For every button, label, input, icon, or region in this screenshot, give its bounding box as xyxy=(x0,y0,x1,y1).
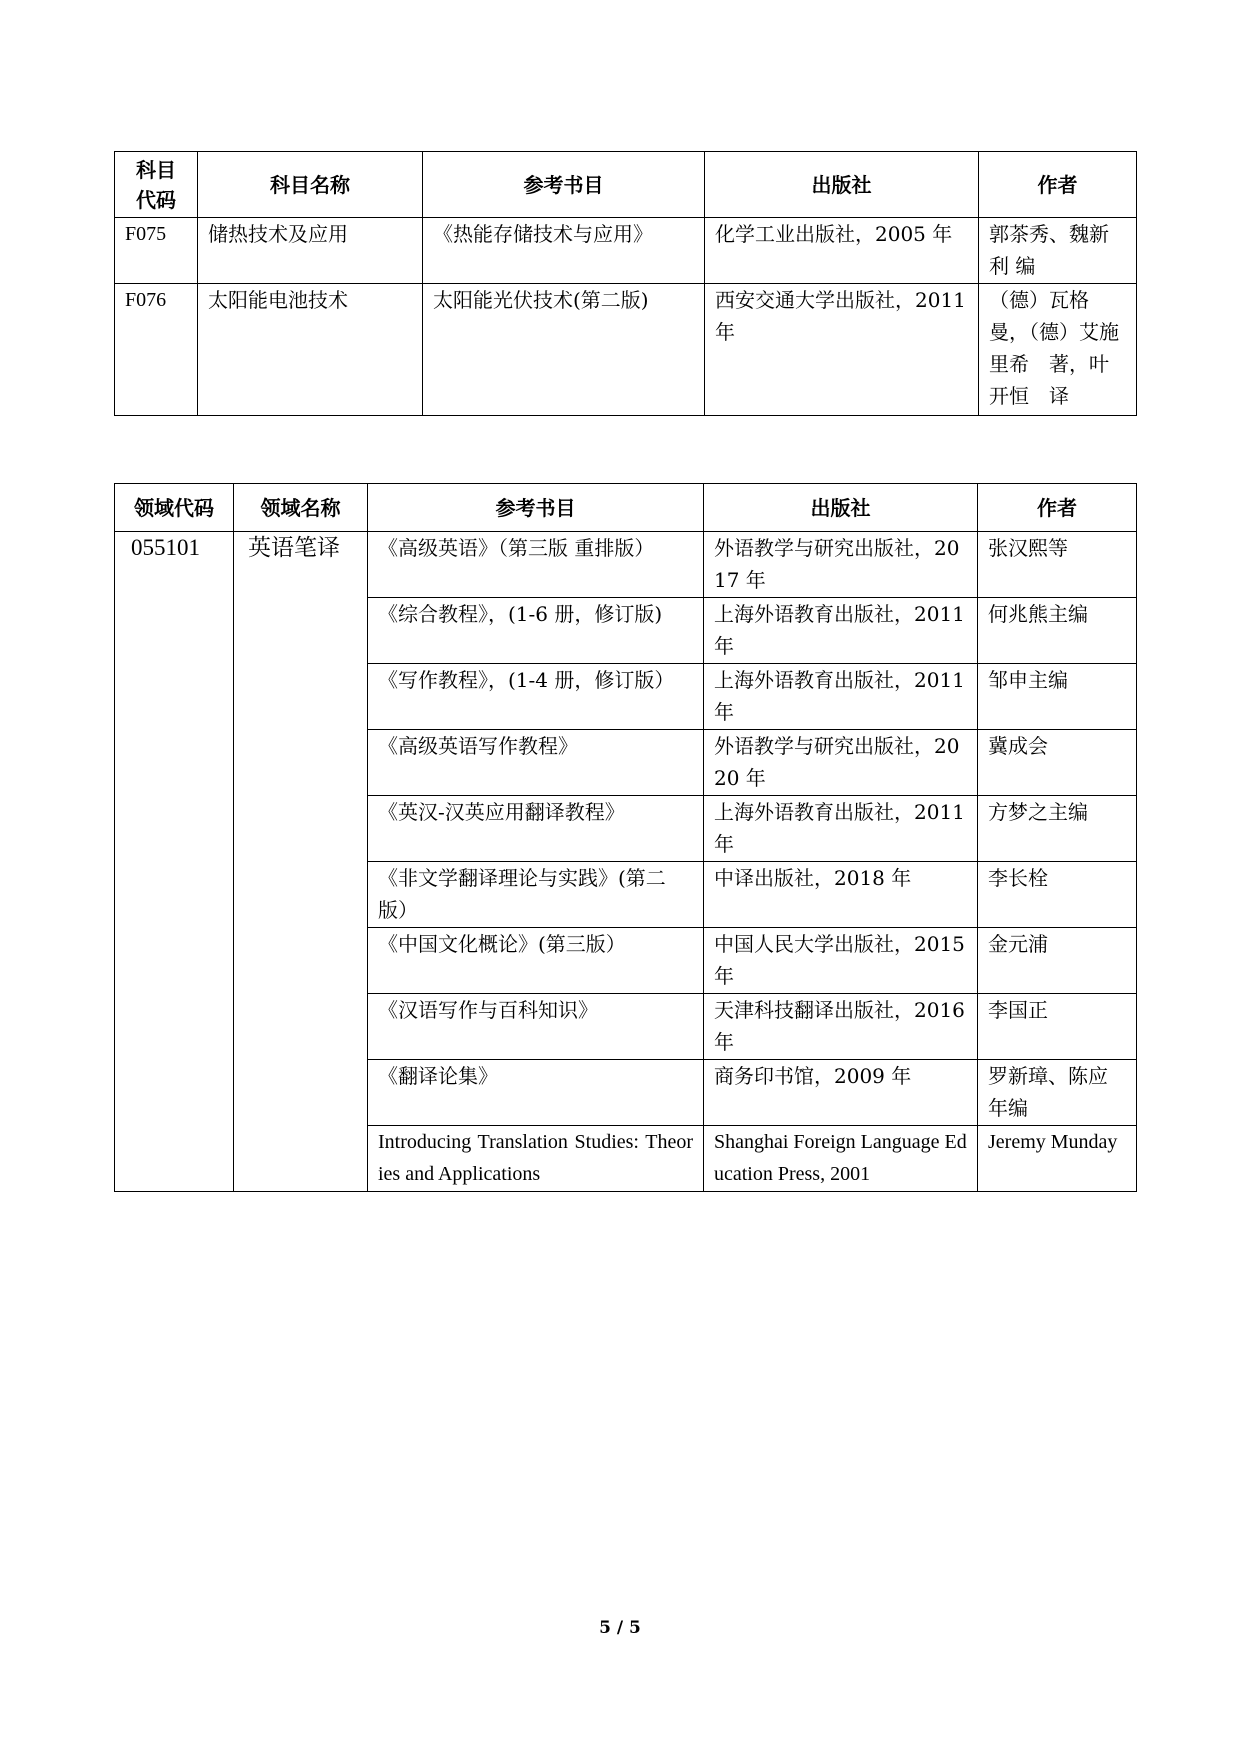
cell-book: 《汉语写作与百科知识》 xyxy=(368,994,704,1060)
cell-author: 罗新璋、陈应年编 xyxy=(978,1060,1137,1126)
header-field-name: 领域名称 xyxy=(234,484,368,532)
header-publisher: 出版社 xyxy=(705,152,979,218)
table-row xyxy=(115,532,1137,598)
header-subject-code: 科目代码 xyxy=(115,152,198,218)
header-field-code: 领域代码 xyxy=(115,484,234,532)
cell-book: 《非文学翻译理论与实践》(第二版） xyxy=(368,862,704,928)
cell-author: 方梦之主编 xyxy=(978,796,1137,862)
cell-publisher: 上海外语教育出版社，2011 年 xyxy=(704,598,978,664)
cell-publisher: 中译出版社，2018 年 xyxy=(704,862,978,928)
table-header-row xyxy=(115,484,1137,532)
subject-reference-table xyxy=(114,151,1137,416)
cell-publisher: 外语教学与研究出版社，2017 年 xyxy=(704,532,978,598)
cell-book: 《写作教程》，(1-4 册，修订版） xyxy=(368,664,704,730)
page-number: 5 / 5 xyxy=(599,1618,641,1638)
cell-publisher: 中国人民大学出版社，2015 年 xyxy=(704,928,978,994)
header-subject-name: 科目名称 xyxy=(198,152,423,218)
cell-publisher: 上海外语教育出版社，2011 年 xyxy=(704,796,978,862)
cell-field-name: 英语笔译 xyxy=(234,532,368,1192)
cell-author: （德）瓦格曼，（德）艾施里希 著，叶开恒 译 xyxy=(979,284,1137,416)
cell-name: 太阳能电池技术 xyxy=(198,284,423,416)
header-reference-book: 参考书目 xyxy=(423,152,705,218)
cell-author: 金元浦 xyxy=(978,928,1137,994)
header-author: 作者 xyxy=(979,152,1137,218)
cell-code: F075 xyxy=(115,218,198,284)
table-row xyxy=(115,218,1137,284)
cell-book: Introducing Translation Studies: Theories and Applications xyxy=(368,1126,704,1192)
cell-field-code: 055101 xyxy=(115,532,234,1192)
cell-author: 郭茶秀、魏新利 编 xyxy=(979,218,1137,284)
cell-author: 李国正 xyxy=(978,994,1137,1060)
cell-book: 太阳能光伏技术(第二版) xyxy=(423,284,705,416)
cell-book: 《中国文化概论》(第三版） xyxy=(368,928,704,994)
cell-name: 储热技术及应用 xyxy=(198,218,423,284)
cell-author: Jeremy Munday xyxy=(978,1126,1137,1192)
cell-publisher: 化学工业出版社，2005 年 xyxy=(705,218,979,284)
header-publisher: 出版社 xyxy=(704,484,978,532)
cell-book: 《英汉-汉英应用翻译教程》 xyxy=(368,796,704,862)
cell-publisher: 外语教学与研究出版社，2020 年 xyxy=(704,730,978,796)
header-reference-book: 参考书目 xyxy=(368,484,704,532)
cell-book: 《高级英语》（第三版 重排版） xyxy=(368,532,704,598)
cell-code: F076 xyxy=(115,284,198,416)
header-author: 作者 xyxy=(978,484,1137,532)
cell-publisher: 西安交通大学出版社，2011 年 xyxy=(705,284,979,416)
cell-author: 何兆熊主编 xyxy=(978,598,1137,664)
cell-author: 李长栓 xyxy=(978,862,1137,928)
cell-publisher: 天津科技翻译出版社，2016 年 xyxy=(704,994,978,1060)
table-row xyxy=(115,284,1137,416)
cell-publisher: 上海外语教育出版社，2011 年 xyxy=(704,664,978,730)
cell-author: 张汉熙等 xyxy=(978,532,1137,598)
cell-author: 冀成会 xyxy=(978,730,1137,796)
cell-book: 《高级英语写作教程》 xyxy=(368,730,704,796)
cell-book: 《综合教程》，(1-6 册，修订版) xyxy=(368,598,704,664)
cell-publisher: 商务印书馆，2009 年 xyxy=(704,1060,978,1126)
cell-book: 《翻译论集》 xyxy=(368,1060,704,1126)
cell-book: 《热能存储技术与应用》 xyxy=(423,218,705,284)
table-header-row xyxy=(115,152,1137,218)
field-reference-table xyxy=(114,483,1137,1192)
cell-author: 邹申主编 xyxy=(978,664,1137,730)
cell-publisher: Shanghai Foreign Language Education Press, 2001 xyxy=(704,1126,978,1192)
